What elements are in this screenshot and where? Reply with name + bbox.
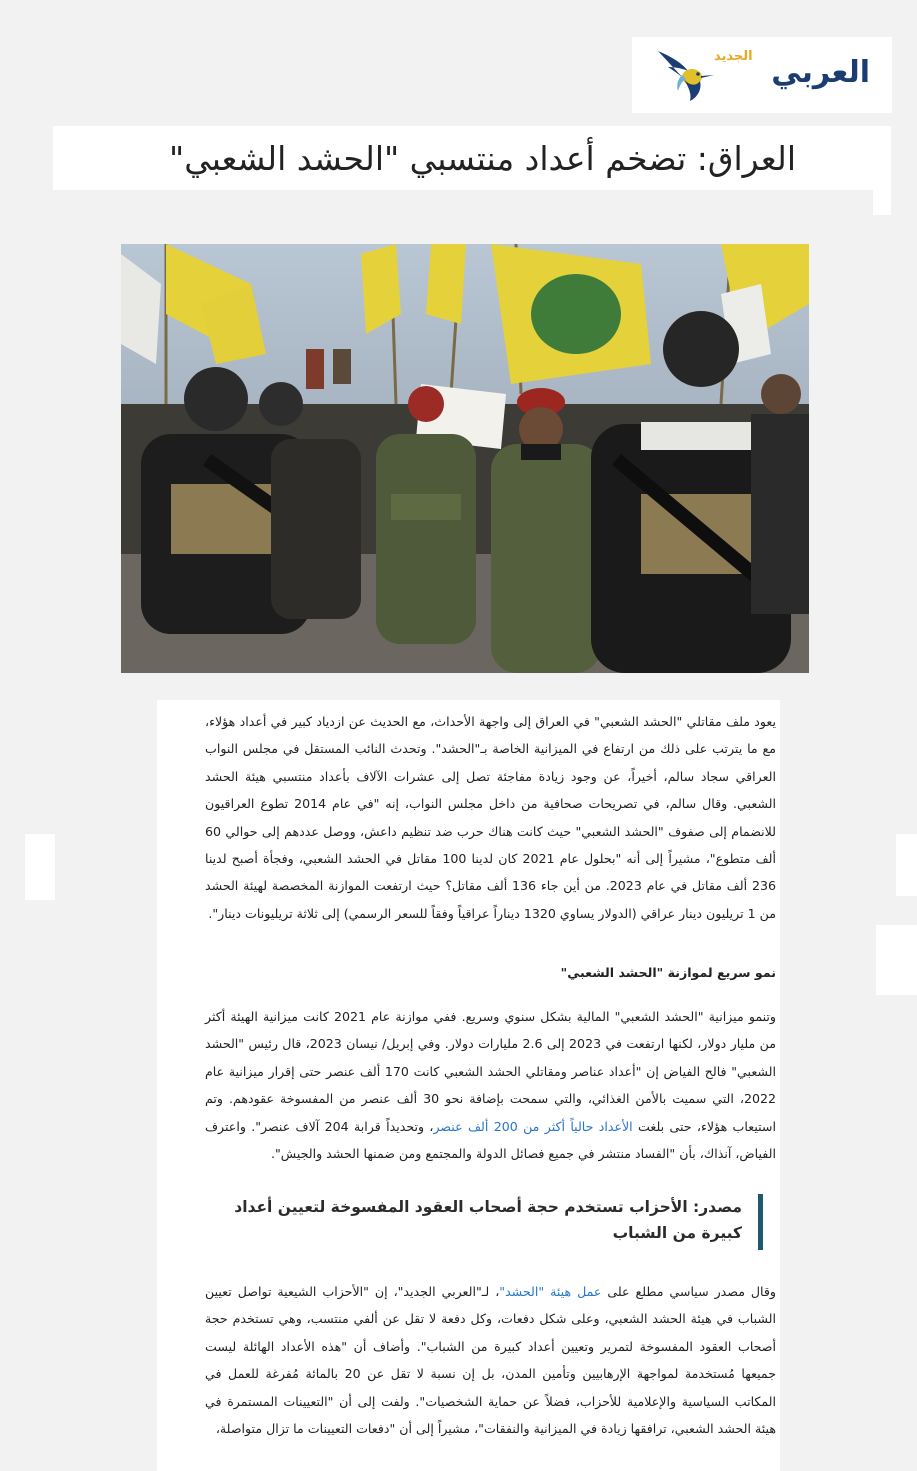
article-paragraph-1: يعود ملف مقاتلي "الحشد الشعبي" في العراق إلى واجهة الأحداث، مع الحديث عن ازدياد كبير في أعداد هؤلاء، مع ما يترتب على ذلك من ارتفاع في الميزانية الخاصة بـ"الحشد". وتحدث النائب المستقل في مجلس النواب العراقي سجاد سالم، أخيراً، عن وجود زيادة مفاجئة تصل إلى عشرات الآلاف بأعداد منتسبي هيئة الحشد الشعبي. وقال سالم، في تصريحات صحافية من داخل مجلس النواب، إنه "في عام 2014 تطوع العراقيون للانضمام إلى صفوف "الحشد الشعبي" حيث كانت هناك حرب ضد تنظيم داعش، ووصل عددهم إلى حوالي 60 ألف متطوع"، مشيراً إلى أنه "بحلول عام 2021 كان لدينا 100 مقاتل في الحشد الشعبي، وفجأة أصبح لدينا 236 ألف مقاتل في عام 2023. من أين جاء 136 ألف مقاتل؟ حيث ارتفعت الموازنة المخصصة لهيئة الحشد من 1 تريليون دينار عراقي (الدولار يساوي 1320 ديناراً عراقياً وفقاً للسعر الرسمي) إلى ثلاثة تريليونات دينار". xyxy=(205,714,777,921)
photo-illustration xyxy=(121,244,809,673)
site-logo[interactable] xyxy=(632,37,892,113)
bg-block-left xyxy=(25,834,55,900)
article-subheading: نمو سريع لموازنة "الحشد الشعبي" xyxy=(560,965,776,980)
article-photo xyxy=(121,244,809,673)
paragraph-2-text-after: ، وتحديداً قرابة 204 آلاف عنصر". واعترف الفياض، آنذاك، بأن "الفساد منتشر في جميع فصائل الدولة والمجتمع ومن ضمنها الحشد والجيش". xyxy=(205,1118,776,1162)
pull-quote-text: مصدر: الأحزاب تستخدم حجة أصحاب العقود المفسوخة لتعيين أعداد كبيرة من الشباب xyxy=(234,1198,742,1242)
hummingbird-logo-icon xyxy=(654,45,716,107)
paragraph-2-text-before: وتنمو ميزانية "الحشد الشعبي" المالية بشكل سنوي وسريع. ففي موازنة عام 2021 كانت ميزانية الهيئة أكثر من مليار دولار، لكنها ارتفعت في 2023 إلى 2.6 مليارات دولار. وفي إبريل/ نيسان 2023، قال رئيس "الحشد الشعبي" فالح الفياض إن "أعداد عناصر ومقاتلي الحشد الشعبي كانت 170 ألف عنصر حتى إقرار ميزانية عام 2022، التي سميت بالأمن الغذائي، والتي سمحت بإضافة نحو 30 ألف عنصر من المفسوخة عقودهم. وتم استيعاب هؤلاء، حتى بلغت xyxy=(205,1009,776,1134)
paragraph-3-link[interactable]: عمل هيئة "الحشد" xyxy=(499,1284,602,1299)
logo-wordmark: العربي xyxy=(771,55,870,90)
article-paragraph-3 xyxy=(205,1278,776,1442)
paragraph-2-link[interactable]: الأعداد حالياً أكثر من 200 ألف عنصر xyxy=(433,1118,633,1134)
article-title: العراق: تضخم أعداد منتسبي "الحشد الشعبي" xyxy=(169,139,796,178)
article-body xyxy=(157,700,780,1471)
bg-block-right-1 xyxy=(896,834,917,896)
logo-subtitle: الجديد xyxy=(714,49,753,64)
bg-block-right-top xyxy=(873,190,891,215)
paragraph-3-text-before: وقال مصدر سياسي مطلع على xyxy=(601,1284,776,1299)
pull-quote xyxy=(205,1194,763,1250)
bg-block-right-2 xyxy=(876,925,917,995)
paragraph-3-text-after: ، لـ"العربي الجديد"، إن "الأحزاب الشيعية تواصل تعيين الشباب في هيئة الحشد الشعبي، وعلى شكل دفعات، وكل دفعة لا تقل عن ألفي منتسب، وهي تستخدم حجة أصحاب العقود المفسوخة لتمرير وتعيين أعداد كبيرة من الشباب". وأضاف أن "هذه الأعداد الهائلة ليست جميعها مُستخدمة لمواجهة الإرهابيين وتأمين المدن، بل إن نسبة لا تقل عن 20 بالمائة مُفرغة للعمل في المكاتب السياسية والإعلامية للأحزاب، فضلاً عن حماية الشخصيات". ولفت إلى أن "التعيينات المستمرة في هيئة الحشد الشعبي، ترافقها زيادة في الميزانية والنفقات"، مشيراً إلى أن "دفعات التعيينات ما تزال متواصلة، xyxy=(205,1284,777,1437)
headline-container xyxy=(53,126,891,190)
article-paragraph-2 xyxy=(205,1003,776,1167)
